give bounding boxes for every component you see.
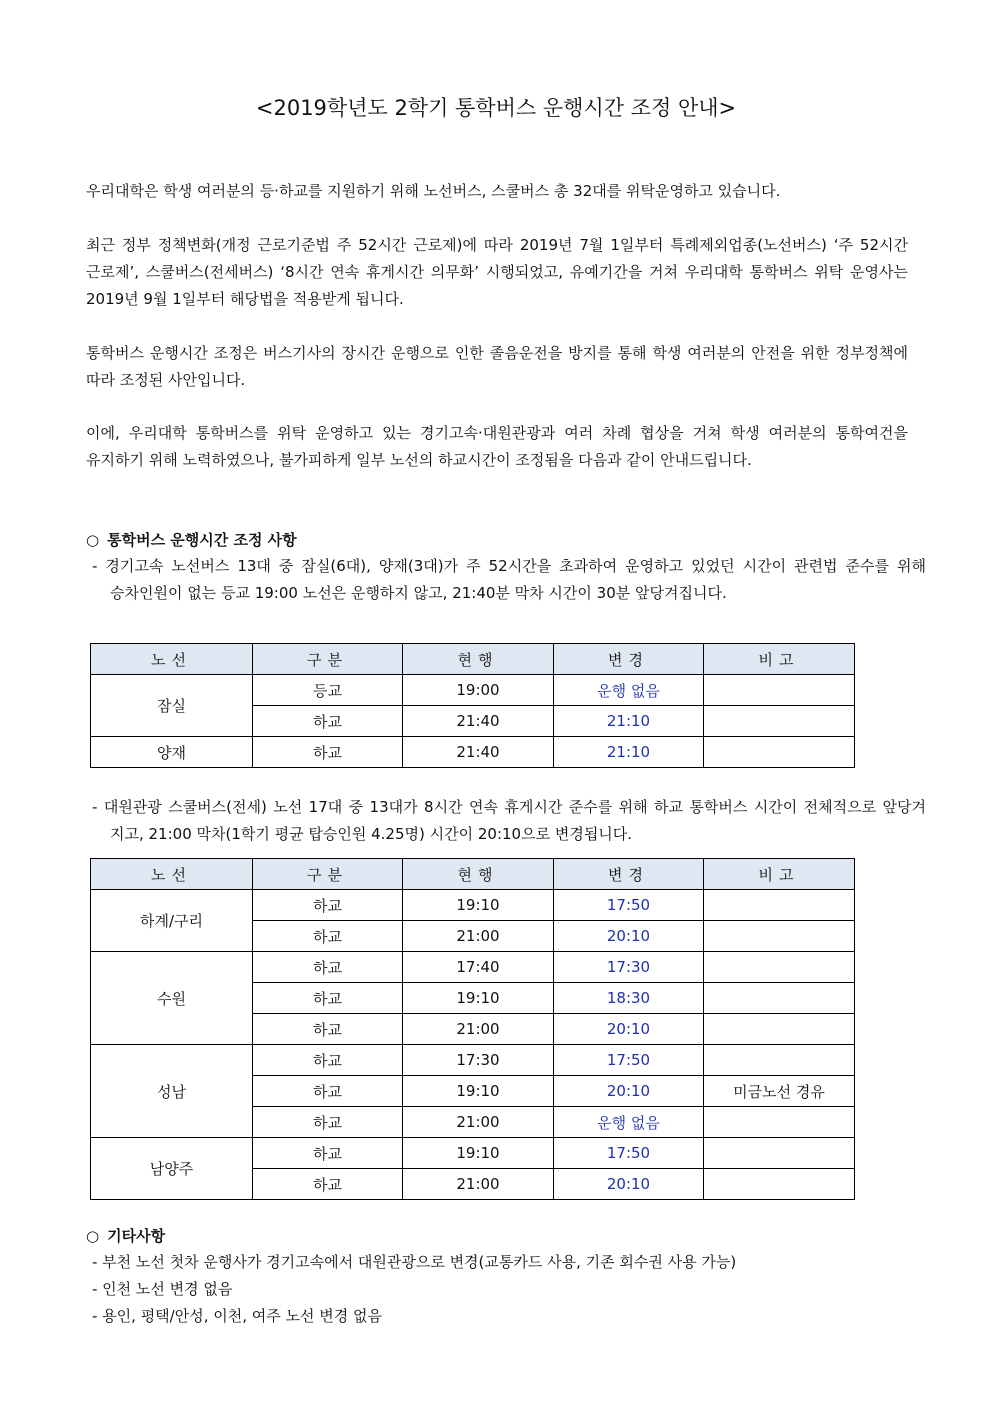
section-heading-other [86,1225,165,1246]
section-heading-text: 통학버스 운행시간 조정 사항 [107,531,297,549]
current-time-cell: 19:10 [403,890,554,921]
current-time-cell: 19:10 [403,1076,554,1107]
route-cell: 수원 [91,952,253,1045]
section-heading-adjustments [86,529,297,550]
current-time-cell: 21:00 [403,1169,554,1200]
current-time-cell: 19:10 [403,983,554,1014]
table-row [91,1045,855,1076]
header-note: 비고 [704,859,855,890]
note-cell [704,706,855,737]
type-cell: 하교 [253,952,403,983]
document-title: <2019학년도 2학기 통학버스 운행시간 조정 안내> [255,96,737,120]
other-item-2: - 인천 노선 변경 없음 [92,1280,233,1298]
table-row [91,737,855,768]
type-cell: 하교 [253,737,403,768]
type-cell: 하교 [253,706,403,737]
changed-time-cell: 20:10 [554,1014,704,1045]
schedule-table-gyeonggi [90,643,855,768]
circle-marker: ○ [86,1227,100,1245]
current-time-cell: 19:10 [403,1138,554,1169]
header-current: 현행 [403,644,554,675]
note-cell [704,1169,855,1200]
current-time-cell: 21:00 [403,921,554,952]
header-type: 구분 [253,644,403,675]
type-cell: 하교 [253,1045,403,1076]
route-cell: 남양주 [91,1138,253,1200]
current-time-cell: 17:40 [403,952,554,983]
note-cell [704,890,855,921]
table-row [91,890,855,921]
circle-marker: ○ [86,531,100,549]
type-cell: 하교 [253,983,403,1014]
type-cell: 하교 [253,890,403,921]
changed-time-cell: 운행 없음 [554,1107,704,1138]
table-row [91,675,855,706]
type-cell: 등교 [253,675,403,706]
type-cell: 하교 [253,1107,403,1138]
current-time-cell: 21:40 [403,737,554,768]
type-cell: 하교 [253,1169,403,1200]
changed-time-cell: 17:50 [554,890,704,921]
header-current: 현행 [403,859,554,890]
changed-time-cell: 17:50 [554,1045,704,1076]
current-time-cell: 21:40 [403,706,554,737]
current-time-cell: 21:00 [403,1107,554,1138]
paragraph-2: 최근 정부 정책변화(개정 근로기준법 주 52시간 근로제)에 따라 2019년 7월 1일부터 특례제외업종(노선버스) ‘주 52시간 근로제’, 스쿨버스(전세버스) ‘8시간 연속 휴게시간 의무화’ 시행되었고, 유예기간을 거쳐 우리대학 통학버스 위탁 운영사는 2019년 9월 1일부터 해당법을 적용받게 됩니다. [86,236,908,308]
type-cell: 하교 [253,921,403,952]
header-changed: 변경 [554,859,704,890]
header-note: 비고 [704,644,855,675]
table-header-row [91,859,855,890]
changed-time-cell: 17:30 [554,952,704,983]
table-row [91,952,855,983]
header-route: 노선 [91,644,253,675]
note-cell [704,1107,855,1138]
changed-time-cell: 20:10 [554,921,704,952]
section-heading-text: 기타사항 [107,1227,166,1245]
note-cell [704,737,855,768]
other-item-1: - 부천 노선 첫차 운행사가 경기고속에서 대원관광으로 변경(교통카드 사용, 기존 회수권 사용 가능) [92,1253,737,1271]
route-cell: 성남 [91,1045,253,1138]
changed-time-cell: 20:10 [554,1169,704,1200]
current-time-cell: 17:30 [403,1045,554,1076]
changed-time-cell: 21:10 [554,737,704,768]
note-cell [704,1045,855,1076]
header-type: 구분 [253,859,403,890]
note-cell [704,983,855,1014]
paragraph-1: 우리대학은 학생 여러분의 등·하교를 지원하기 위해 노선버스, 스쿨버스 총 32대를 위탁운영하고 있습니다. [86,182,781,200]
changed-time-cell: 21:10 [554,706,704,737]
other-item-3: - 용인, 평택/안성, 이천, 여주 노선 변경 없음 [92,1307,382,1325]
type-cell: 하교 [253,1076,403,1107]
paragraph-4: 이에, 우리대학 통학버스를 위탁 운영하고 있는 경기고속·대원관광과 여러 차례 협상을 거쳐 학생 여러분의 통학여건을 유지하기 위해 노력하였으나, 불가피하게 일부 노선의 하교시간이 조정됨을 다음과 같이 안내드립니다. [86,424,908,469]
header-changed: 변경 [554,644,704,675]
table-header-row [91,644,855,675]
changed-time-cell: 20:10 [554,1076,704,1107]
type-cell: 하교 [253,1014,403,1045]
note-cell: 미금노선 경유 [704,1076,855,1107]
paragraph-3: 통학버스 운행시간 조정은 버스기사의 장시간 운행으로 인한 졸음운전을 방지를 통해 학생 여러분의 안전을 위한 정부정책에 따라 조정된 사안입니다. [86,344,908,389]
bullet-gyeonggi: - 경기고속 노선버스 13대 중 잠실(6대), 양재(3대)가 주 52시간을 초과하여 운영하고 있었던 시간이 관련법 준수를 위해 승차인원이 없는 등교 19:00 노선은 운행하지 않고, 21:40분 막차 시간이 30분 앞당겨집니다. [92,557,926,602]
bullet-daewon: - 대원관광 스쿨버스(전세) 노선 17대 중 13대가 8시간 연속 휴게시간 준수를 위해 하교 통학버스 시간이 전체적으로 앞당겨 지고, 21:00 막차(1학기 평균 탑승인원 4.25명) 시간이 20:10으로 변경됩니다. [92,798,926,843]
route-cell: 하계/구리 [91,890,253,952]
note-cell [704,921,855,952]
changed-time-cell: 운행 없음 [554,675,704,706]
type-cell: 하교 [253,1138,403,1169]
note-cell [704,952,855,983]
changed-time-cell: 17:50 [554,1138,704,1169]
note-cell [704,675,855,706]
current-time-cell: 21:00 [403,1014,554,1045]
header-route: 노선 [91,859,253,890]
schedule-table-daewon [90,858,855,1200]
table-row [91,1138,855,1169]
note-cell [704,1138,855,1169]
current-time-cell: 19:00 [403,675,554,706]
changed-time-cell: 18:30 [554,983,704,1014]
route-cell: 양재 [91,737,253,768]
note-cell [704,1014,855,1045]
route-cell: 잠실 [91,675,253,737]
